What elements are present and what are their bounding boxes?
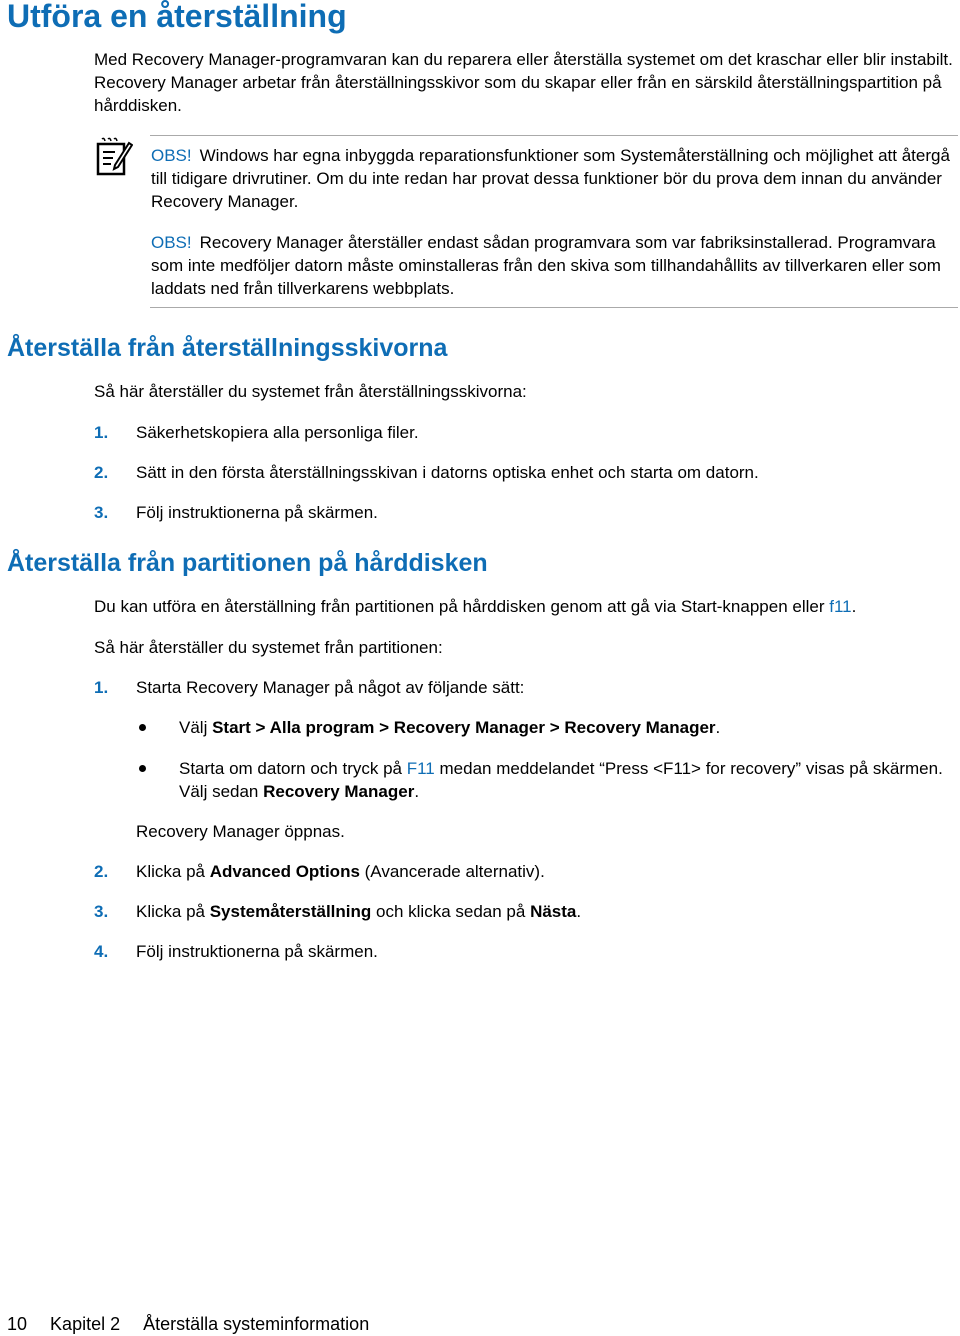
step-text: Sätt in den första återställningsskivan i datorns optiska enhet och starta om datorn. — [136, 463, 759, 482]
bullet-post: . — [414, 782, 420, 801]
step-mid: och klicka sedan på — [376, 902, 526, 921]
page-title: Utföra en återställning — [7, 0, 347, 34]
step-number: 2. — [94, 862, 109, 881]
bullet-text — [179, 716, 960, 739]
note-1 — [151, 144, 959, 213]
opens-note: Recovery Manager öppnas. — [136, 822, 345, 841]
step-post: . — [576, 902, 582, 921]
step-text — [136, 900, 960, 923]
note-label: OBS! — [151, 146, 192, 165]
step-number: 1. — [94, 423, 109, 442]
chapter-title: Återställa systeminformation — [143, 1314, 370, 1334]
step-text — [136, 860, 960, 883]
page-footer — [7, 1313, 387, 1336]
step-post: (Avancerade alternativ). — [364, 862, 545, 881]
bold-term: Advanced Options — [209, 862, 360, 881]
section1-lead: Så här återställer du systemet från återställningsskivorna: — [94, 382, 527, 401]
bold-term: Nästa — [530, 902, 577, 921]
bullet-dot — [139, 724, 146, 731]
step-pre: Klicka på — [136, 902, 205, 921]
bullet-dot — [139, 765, 146, 772]
section2-paragraph — [94, 595, 960, 618]
note-2 — [151, 231, 959, 300]
section-heading-discs: Återställa från återställningsskivorna — [7, 334, 448, 362]
menu-path: Start > Alla program > Recovery Manager > Recovery Manager — [212, 718, 716, 737]
step-number: 1. — [94, 678, 109, 697]
chapter-label: Kapitel 2 — [50, 1314, 121, 1334]
bold-term: Systemåterställning — [209, 902, 372, 921]
bullet-post: . — [715, 718, 721, 737]
bullet-text — [179, 757, 960, 803]
step-number: 2. — [94, 463, 109, 482]
bullet-pre: Välj — [179, 718, 208, 737]
note-text: Recovery Manager återställer endast sådan programvara som var fabriksinstallerad. Programvara som inte medföljer datorn måste ominstalleras från den skiva som tillhandahållits av tillverkaren eller som laddats ned från tillverkarens webbplats. — [151, 233, 941, 298]
step-text: Säkerhetskopiera alla personliga filer. — [136, 423, 419, 442]
note-icon — [95, 137, 133, 177]
bullet-mid: medan meddelandet “Press <F11> for recovery” visas på skärmen. Välj sedan — [179, 759, 943, 801]
step-text: Följ instruktionerna på skärmen. — [136, 503, 378, 522]
bold-term: Recovery Manager — [263, 782, 415, 801]
intro-paragraph: Med Recovery Manager-programvaran kan du reparera eller återställa systemet om det kraschar eller blir instabilt. Recovery Manager arbetar från återställningsskivor som du skapar eller från en särskild återställningspartition på hårddisken. — [94, 50, 953, 115]
note-top-rule — [150, 135, 958, 136]
bullet-pre: Starta om datorn och tryck på — [179, 759, 402, 778]
step-number: 4. — [94, 942, 109, 961]
section-heading-partition: Återställa från partitionen på hårddisken — [7, 549, 488, 577]
step-number: 3. — [94, 902, 109, 921]
step-text: Starta Recovery Manager på något av följande sätt: — [136, 678, 525, 697]
step-text: Följ instruktionerna på skärmen. — [136, 942, 378, 961]
section2-lead: Så här återställer du systemet från partitionen: — [94, 638, 443, 657]
paragraph-text: Du kan utföra en återställning från partitionen på hårddisken genom att gå via Start-knappen eller — [94, 597, 825, 616]
key-f11: f11 — [829, 597, 852, 616]
note-label: OBS! — [151, 233, 192, 252]
paragraph-end: . — [851, 597, 857, 616]
key-f11: F11 — [406, 759, 435, 778]
step-pre: Klicka på — [136, 862, 205, 881]
note-bottom-rule — [150, 307, 958, 308]
page-number: 10 — [7, 1314, 28, 1334]
note-text: Windows har egna inbyggda reparationsfunktioner som Systemåterställning och möjlighet att återgå till tidigare drivrutiner. Om du inte redan har provat dessa funktioner bör du prova dem innan du använder Recovery Manager. — [151, 146, 950, 211]
step-number: 3. — [94, 503, 109, 522]
